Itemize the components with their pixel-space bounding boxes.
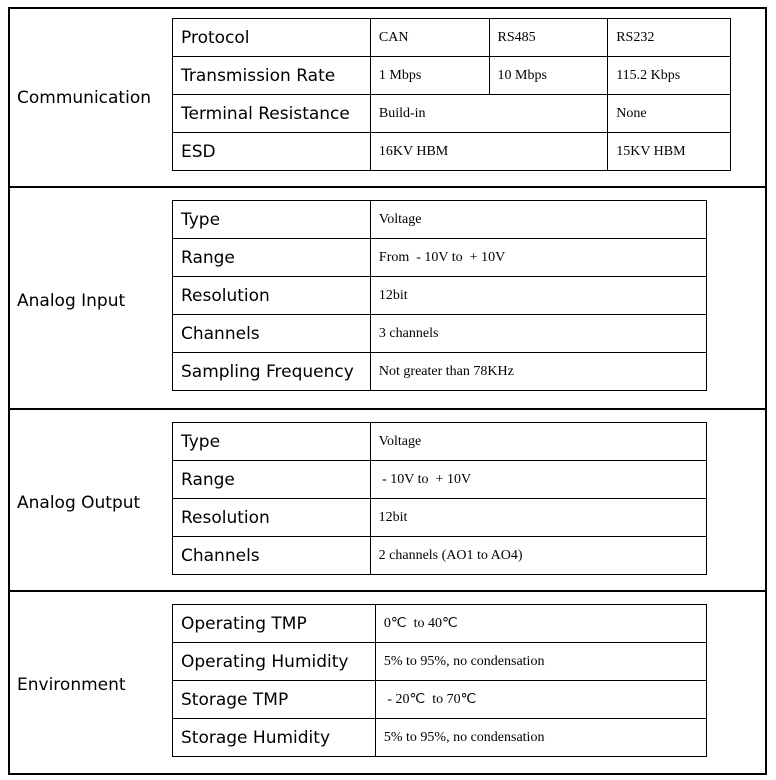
table-row — [173, 133, 731, 171]
spec-value: 1 Mbps — [370, 57, 489, 95]
section-divider — [8, 408, 767, 410]
spec-label: Protocol — [173, 19, 371, 57]
table-row — [173, 19, 731, 57]
spec-value: 12bit — [370, 499, 706, 537]
spec-value: 10 Mbps — [489, 57, 608, 95]
spec-label: Operating Humidity — [173, 643, 376, 681]
section-divider — [8, 186, 767, 188]
spec-value: None — [608, 95, 731, 133]
table-row — [173, 461, 707, 499]
spec-value: 12bit — [370, 277, 706, 315]
spec-label: Storage TMP — [173, 681, 376, 719]
spec-value: 15KV HBM — [608, 133, 731, 171]
table-row — [173, 499, 707, 537]
spec-label: Type — [173, 423, 371, 461]
spec-label: Range — [173, 239, 371, 277]
spec-value: Voltage — [370, 201, 706, 239]
spec-value: From - 10V to + 10V — [370, 239, 706, 277]
spec-label: Terminal Resistance — [173, 95, 371, 133]
spec-value: 5% to 95%, no condensation — [375, 719, 706, 757]
spec-value: - 10V to + 10V — [370, 461, 706, 499]
table-row — [173, 353, 707, 391]
spec-value: 3 channels — [370, 315, 706, 353]
spec-value: - 20℃ to 70℃ — [375, 681, 706, 719]
spec-label: Type — [173, 201, 371, 239]
table-row — [173, 605, 707, 643]
spec-label: Operating TMP — [173, 605, 376, 643]
table-row — [173, 57, 731, 95]
analog-input-table — [172, 200, 707, 391]
spec-label: Transmission Rate — [173, 57, 371, 95]
spec-label: Range — [173, 461, 371, 499]
table-row — [173, 643, 707, 681]
table-row — [173, 719, 707, 757]
communication-table — [172, 18, 731, 171]
spec-label: Sampling Frequency — [173, 353, 371, 391]
spec-value: 2 channels (AO1 to AO4) — [370, 537, 706, 575]
spec-value: 5% to 95%, no condensation — [375, 643, 706, 681]
section-divider — [8, 590, 767, 592]
spec-value: RS485 — [489, 19, 608, 57]
spec-label: Storage Humidity — [173, 719, 376, 757]
spec-value: Build-in — [370, 95, 607, 133]
table-row — [173, 537, 707, 575]
spec-value: 115.2 Kbps — [608, 57, 731, 95]
table-row — [173, 277, 707, 315]
environment-table — [172, 604, 707, 757]
spec-label: Resolution — [173, 277, 371, 315]
table-row — [173, 423, 707, 461]
analog-output-table — [172, 422, 707, 575]
spec-value: Not greater than 78KHz — [370, 353, 706, 391]
section-title-analog-output: Analog Output — [17, 493, 141, 513]
spec-label: Channels — [173, 315, 371, 353]
section-title-analog-input: Analog Input — [17, 291, 126, 311]
table-row — [173, 315, 707, 353]
section-title-environment: Environment — [17, 675, 126, 695]
table-row — [173, 681, 707, 719]
spec-label: ESD — [173, 133, 371, 171]
spec-value: Voltage — [370, 423, 706, 461]
table-row — [173, 95, 731, 133]
spec-value: CAN — [370, 19, 489, 57]
spec-value: 0℃ to 40℃ — [375, 605, 706, 643]
spec-label: Channels — [173, 537, 371, 575]
spec-label: Resolution — [173, 499, 371, 537]
spec-value: 16KV HBM — [370, 133, 607, 171]
section-title-communication: Communication — [17, 88, 151, 108]
spec-value: RS232 — [608, 19, 731, 57]
table-row — [173, 239, 707, 277]
table-row — [173, 201, 707, 239]
